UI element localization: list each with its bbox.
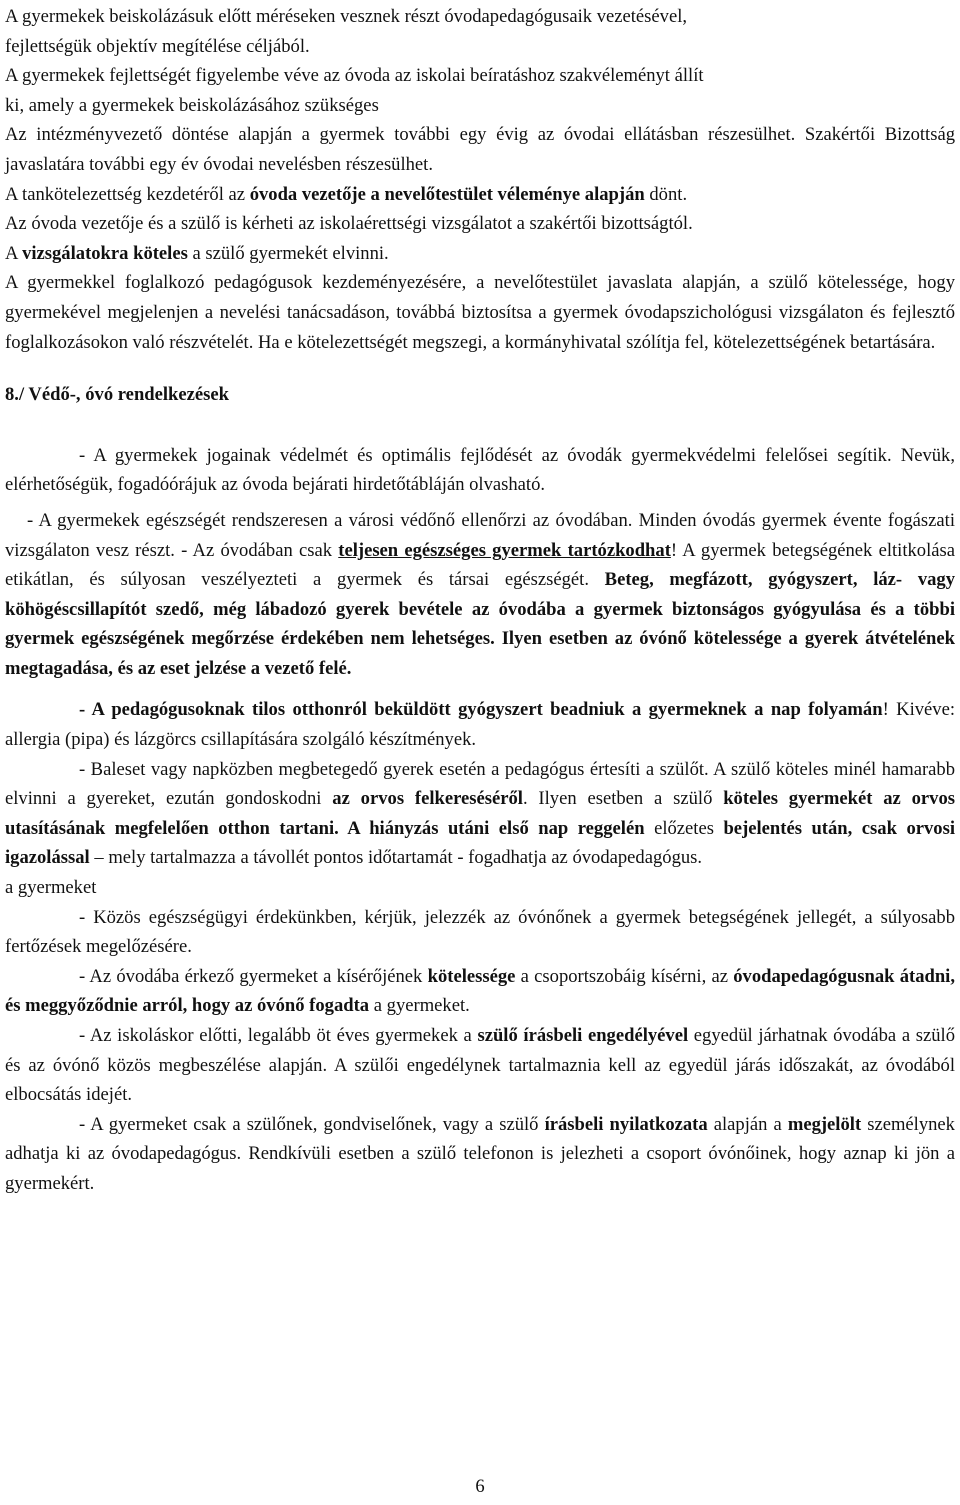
pickup-paragraph: - A gyermeket csak a szülőnek, gondviselőnek, vagy a szülő írásbeli nyilatkozata alapján a megjelölt személynek adhatja ki az óvodapedagógus. Rendkívüli esetben a szülő telefonon is jelezheti a csoport óvónőinek, hogy aznap ki jön a gyermekért. xyxy=(5,1113,955,1194)
accident-paragraph-tail: a gyermeket xyxy=(5,877,97,899)
health-paragraph: - A gyermekek egészségét rendszeresen a városi védőnő ellenőrzi az óvodában. Minden óvodás gyermek évente fogászati vizsgálaton vesz részt. - Az óvodában csak teljesen egészséges gyermek tartózkodhat! A gyermek betegségének eltitkolása etikátlan, és súlyosan veszélyezteti a gyermek és társai egészségét. Beteg, megfázott, gyógyszert, láz- vagy köhögéscsillapítót szedő, még lábadozó gyerek bevétele az óvodába a gyermek biztonságos gyógyulása és a többi gyermek egészségének megőrzése érdekében nem lehetséges. Ilyen esetben az óvónő kötelessége a gyerek átvételének megtagadása, és az eset jelzése a vezető felé. xyxy=(5,509,956,679)
text-line: A gyermekek beiskolázásuk előtt méréseken vesznek részt óvodapedagógusaik vezetésével, xyxy=(5,6,688,27)
school-readiness-paragraph: Az óvoda vezetője és a szülő is kérheti az iskolaérettségi vizsgálatot a szakértői bizottságtól. xyxy=(5,213,693,235)
compulsory-schooling-paragraph: A tankötelezettség kezdetéről az óvoda vezetője a nevelőtestület véleménye alapján dönt. xyxy=(5,183,688,205)
independent-travel-paragraph: - Az iskoláskor előtti, legalább öt éves gyermekek a szülő írásbeli engedélyével egyedül járhatnak óvodába a szülő és az óvónő közös megbeszélése alapján. A szülői engedélynek tartalmaznia kell az egyedül járás időszakát, az óvodából elbocsátás idejét. xyxy=(5,1025,955,1106)
document-page xyxy=(5,2,955,1199)
text-line: A gyermekek fejlettségét figyelembe véve az óvoda az iskolai beíratáshoz szakvéleményt állít xyxy=(5,65,704,87)
examination-paragraph: A vizsgálatokra köteles a szülő gyermekét elvinni. xyxy=(5,242,389,264)
page-number: 6 xyxy=(475,1476,485,1497)
text-line: fejlettségük objektív megítélése céljából. xyxy=(5,35,310,57)
accident-paragraph: - Baleset vagy napközben megbetegedő gyerek esetén a pedagógus értesíti a szülőt. A szülő köteles minél hamarabb elvinni a gyereket, ezután gondoskodni az orvos felkereséséről. Ilyen esetben a szülő köteles gyermekét az orvos utasításának megfelelően otthon tartani. A hiányzás utáni első nap reggelén előzetes bejelentés után, csak orvosi igazolással – mely tartalmazza a távollét pontos időtartamát - fogadhatja az óvodapedagógus. xyxy=(5,758,955,869)
illness-notice-paragraph: - Közös egészségügyi érdekünkben, kérjük, jelezzék az óvónőnek a gyermek betegségének jellegét, a súlyosabb fertőzések megelőzésére. xyxy=(5,906,955,958)
parent-duty-paragraph: A gyermekkel foglalkozó pedagógusok kezdeményezésére, a nevelőtestület javaslata alapján, a szülő kötelessége, hogy gyermekével megjelenjen a nevelési tanácsadáson, továbbá biztosítsa a gyermek óvodapszichológusi vizsgálaton és fejlesztő foglalkozásokon való részvételét. Ha e kötelezettségét megszegi, a kormányhivatal szólítja fel, kötelezettségének betartására. xyxy=(5,272,955,353)
text-line: ki, amely a gyermekek beiskolázásához szükséges xyxy=(5,94,379,116)
medication-paragraph: - A pedagógusoknak tilos otthonról beküldött gyógyszert beadniuk a gyermeknek a nap folyamán! Kivéve: allergia (pipa) és lázgörcs csillapítására szolgáló készítmények. xyxy=(5,699,955,751)
arrival-paragraph: - Az óvodába érkező gyermeket a kísérőjének kötelessége a csoportszobáig kísérni, az óvodapedagógusnak átadni, és meggyőződnie arról, hogy az óvónő fogadta a gyermeket. xyxy=(5,965,955,1017)
decision-paragraph: Az intézményvezető döntése alapján a gyermek további egy évig az óvodai ellátásban részesülhet. Szakértői Bizottság javaslatára további egy év óvodai nevelésben részesülhet. xyxy=(5,124,955,175)
section-heading: 8./ Védő-, óvó rendelkezések xyxy=(5,384,229,406)
intro-paragraph xyxy=(5,2,955,120)
child-protection-paragraph: - A gyermekek jogainak védelmét és optimális fejlődését az óvodák gyermekvédelmi felelősei segítik. Nevük, elérhetőségük, fogadóórájuk az óvoda bejárati hirdetőtábláján olvasható. xyxy=(5,444,955,496)
